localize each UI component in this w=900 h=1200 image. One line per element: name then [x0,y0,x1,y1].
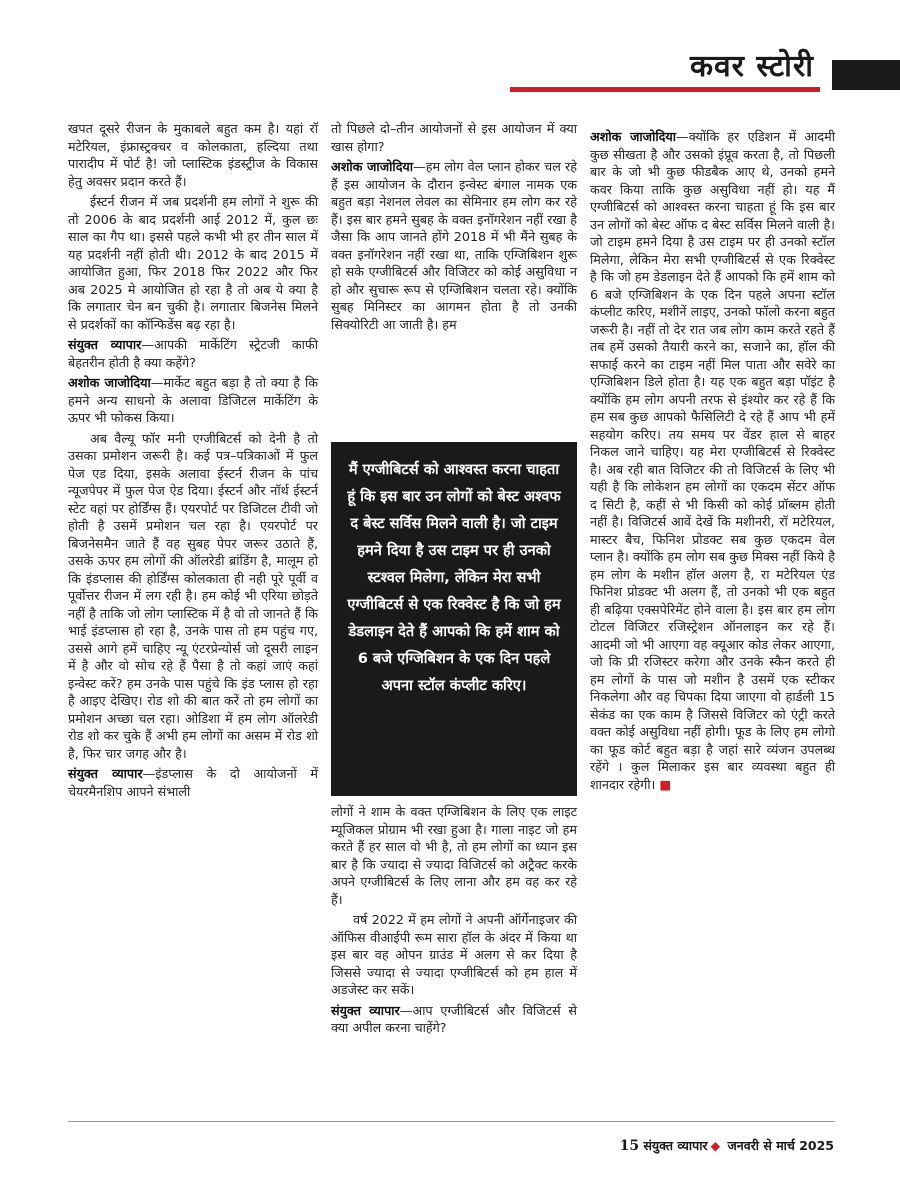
issue-date: जनवरी से मार्च 2025 [727,1138,834,1153]
page-number: 15 [619,1138,640,1154]
diamond-separator-icon: ◆ [710,1138,721,1153]
col1-answer-1 [68,374,318,427]
article-column-1 [68,120,318,803]
speaker-label: संयुक्त व्यापार [331,1002,400,1018]
speaker-label: अशोक जाजोदिया [68,375,151,390]
col1-question-1 [68,336,318,371]
question-text: —आप एग्जीबिटर्स और विजिटर्स से क्या अपील करना चाहेंगे? [331,1002,577,1035]
speaker-label: अशोक जाजोदिया [331,159,414,174]
col3-answer-1 [590,128,835,793]
col2-paragraph-3: वर्ष 2022 में हम लोगों ने अपनी ऑर्गेनाइजर की ऑफिस वीआईपी रूम सारा हॉल के अंदर में किया था इस बार वह ओपन ग्राउंड में अलग से कर दिया है जिससे ज्यादा से ज्यादा एग्जीबिटर्स को हम हाल में अडजेस्ट कर सकें। [331,912,577,997]
col1-paragraph-2: ईस्टर्न रीजन में जब प्रदर्शनी हम लोगों ने शुरू की तो 2006 के बाद प्रदर्शनी आई 2012 में, कुल छः साल का गैप था। इससे पहले कभी भी हर तीन साल में यह प्रदर्शनी नहीं होती थी। 2012 के बाद 2015 में आयोजित हुआ, फिर 2018 फिर 2022 और फिर अब 2025 मे आयोजित हो रहा है तो अब ये क्या है कि लगातार चेन बन चुकी है। लगातार बिजनेस मिलने से प्रदर्शकों का कॉन्फिडेंस बढ़ रहा है। [68,194,318,332]
page-footer [620,1137,834,1154]
end-mark-icon: ■ [659,776,672,792]
answer-text: —मार्केट बहुत बड़ा है तो क्या है कि हमने अन्य साधनो के अलावा डिजिटल मार्केटिंग के ऊपर भी फोकस किया। [68,375,318,425]
publication-name: संयुक्त व्यापार [643,1138,708,1153]
speaker-label: अशोक जाजोदिया [590,129,677,144]
col1-paragraph-3: अब वैल्यू फॉर मनी एग्जीबिटर्स को देनी है तो उसका प्रमोशन जरूरी है। कई पत्र–पत्रिकाओं में फुल पेज एड दिया, इसके अलावा ईस्टर्न रीजन के पांच न्यूजपेपर में फुल पेज ऐड दिया। ईस्टर्न और नॉर्थ ईस्टर्न स्टेट वहां पर होर्डिंग्स हैं। एयरपोर्ट पर डिजिटल टीवी जो होती है उसमें प्रमोशन चल रहा है। एयरपोर्ट पर बिजनेसमैन जाते हैं वह सुबह पेपर जरूर उठाते हैं, उसके ऊपर हम लोगों की ऑलरेडी ब्रांडिंग है, मालूम हो कि इंडप्लास की होर्डिंग्स कोलकाता ही नही पूरे पूर्वी व पूर्वोत्तर रीजन में लग रही है। हम कोई भी एरिया छोड़ते नहीं है ताकि जो लोग प्लास्टिक में है वो तो जानते हैं कि भाई इंडप्लास हो रहा है, उनके पास तो हम पहुंच गए, उससे आगे हमें चाहिए न्यू एंटरप्रेन्योर्स जो दूसरी लाइन में है और वो सोच रहे हैं पैसा है तो कहां जाएं कहां इन्वेस्ट करें? हम उनके पास पहुंचे कि इंड प्लास हो रहा है आइए देखिए। रोड शो की बात करें तो हम लोगों का प्रमोशन अच्छा चल रहा। ओडिशा में हम लोग ऑलरेडी रोड शो कर चुके हैं अभी हम लोगों का असम में रोड शो है, फिर चार जगह और है। [68,430,318,761]
answer-text: —हम लोग वेल प्लान होकर चल रहे हैं इस आयोजन के दौरान इन्वेस्ट बंगाल नामक एक बहुत बड़ा नेशनल लेवल का सेमिनार हम लोग कर रहे हैं। इस बार हमने सुबह के वक्त इनॉगरेशन नहीं रखा है जैसा कि आप जानते होंगे 2018 में भी मैंने सुबह के वक्त इनॉगरेशन नहीं रखा था, ताकि एग्जिबिशन शुरू हो सके एग्जीबिटर्स और विजिटर को कोई असुविधा न हो और सुचारू रूप से एग्जिबिशन चलता रहे। क्योंकि सुबह मिनिस्टर का आगमन होता है तो उनकी सिक्योरिटी आ जाती है। हम [331,159,577,332]
header-block-decoration [832,60,900,90]
question-text: —आपकी मार्केटिंग स्ट्रेटजी काफी बेहतरीन होती है क्या कहेंगे? [68,337,318,370]
footer-rule [68,1121,835,1122]
col2-answer-1 [331,158,577,333]
col2-paragraph-1: तो पिछले दो–तीन आयोजनों से इस आयोजन में क्या खास होगा? [331,121,577,154]
speaker-label: संयुक्त व्यापार [68,766,143,781]
pull-quote-box: मैं एग्जीबिटर्स को आश्वस्त करना चाहता हूं कि इस बार उन लोगों को बेस्ट अश्वफ द बेस्ट सर्विस मिलने वाली है। जो टाइम हमने दिया है उस टाइम पर ही उनको स्टश्वल मिलेगा, लेकिन मेरा सभी एग्जीबिटर्स से एक रिक्वेस्ट है कि जो हम डेडलाइन देते हैं आपको कि हमें शाम को 6 बजे एग्जिबिशन के एक दिन पहले अपना स्टॉल कंप्लीट करिए। [331,442,577,796]
col1-question-2 [68,765,318,800]
question-text: —इंडप्लास के दो आयोजनों में चेयरमैनशिप आपने संभाली [68,766,318,799]
article-column-3 [590,128,835,796]
col2-lower-text [331,803,577,1040]
speaker-label: संयुक्त व्यापार [68,337,142,352]
section-title: कवर स्टोरी [689,49,814,84]
header-red-rule [510,87,820,92]
answer-text: —क्योंकि हर एडिशन में आदमी कुछ सीखता है और उसको इंप्रूव करता है, तो पिछली बार के जो भी कुछ फीडबैक आए थे, उनको हमने कवर किया ताकि कुछ असुविधा नहीं हो। यह मैं एग्जीबिटर्स को आश्वस्त करना चाहता हूं कि इस बार उन लोगों को बेस्ट ऑफ द बेस्ट सर्विस मिलने वाली है। जो टाइम हमने दिया है उस टाइम पर ही उनको स्टॉल मिलेगा, लेकिन मेरा सभी एग्जीबिटर्स से एक रिक्वेस्ट है कि जो हम डेडलाइन देते हैं आपको कि हमें शाम को 6 बजे एग्जिबिशन के एक दिन पहले अपना स्टॉल कंप्लीट करिए, मशीनें लाइए, उनको फॉलो करना बहुत जरूरी है। नहीं तो देर रात जब लोग काम करते रहते हैं तब हमें उसको तैयारी करने का, सजाने का, हॉल की सफाई करने का टाइम नहीं मिल पाता और सवेरे का एग्जिबिशन डिले होता है। यह एक बहुत बड़ा पॉइंट है क्योंकि हम लोग अपनी तरफ से इंश्योर कर रहे हैं कि हम सब कुछ आपको फैसिलिटी दे रहे हैं आप भी हमें सहयोग करिए। तय समय पर वेंडर हाल से बाहर निकल जाने चाहिए। यह मेरा एग्जीबिटर्स से रिक्वेस्ट है। अब रही बात विजिटर की तो विजिटर्स के लिए भी यही है कि लोकेशन हम लोगों का एकदम सेंटर ऑफ द सिटी है, कहीं से भी किसी को कोई प्रॉब्लम होती नहीं है। विजिटर्स आवें देखें कि मशीनरी, रॉ मटेरियल, मास्टर बैच, फिनिश प्रोडक्ट सब कुछ एकदम वेल प्लान है। क्योंकि हम लोग सब कुछ मिक्स नहीं किये है हम लोग के मशीन हॉल अलग है, रा मटेरियल एंड फिनिश प्रोडक्ट भी अलग हैं, तो उनको भी एक बहुत ही बढ़िया एक्सपेरिमेंट होने वाला है। इस बार हम लोग टोटल विजिटर रजिस्ट्रेशन ऑनलाइन कर रहे हैं। आदमी जो भी आएगा वह क्यूआर कोड लेकर आएगा, जो कि प्री रजिस्टर करेगा और उनके स्कैन करते ही हम लोगों के पास जो मशीन है उसमें एक स्टीकर निकलेगा और वह चिपका दिया जाएगा वो हार्डली 15 सेकंड का एक काम है जिससे विजिटर को एंट्री करते वक्त कोई असुविधा नहीं होगी। फूड के लिए हम लोगो का फूड कोर्ट बहुत बड़ा है जहां सारे व्यंजन उपलब्ध रहेंगे । कुल मिलाकर इस बार व्यवस्था बहुत ही शानदार रहेगी। [590,129,835,792]
col2-paragraph-2: लोगों ने शाम के वक्त एग्जिबिशन के लिए एक लाइट म्यूजिकल प्रोग्राम भी रखा हुआ है। गाला नाइट जो हम करते हैं हर साल वो भी है, तो हम लोगों का ध्यान इस बार है कि ज्यादा से ज्यादा विजिटर्स को अट्रैक्ट करके अपने एग्जीबिटर्स के लिए लाना और हम वह कर रहे हैं। [331,804,577,907]
col2-question-1 [331,1002,577,1037]
col1-paragraph-1: खपत दूसरे रीजन के मुकाबले बहुत कम है। यहां रॉ मटेरियल, इंफ्रास्ट्रक्चर व कोलकाता, हल्दिया तथा पारादीप में पोर्ट है! जो प्लास्टिक इंडस्ट्रीज के विकास हेतु अवसर प्रदान करते हैं। [68,121,318,189]
